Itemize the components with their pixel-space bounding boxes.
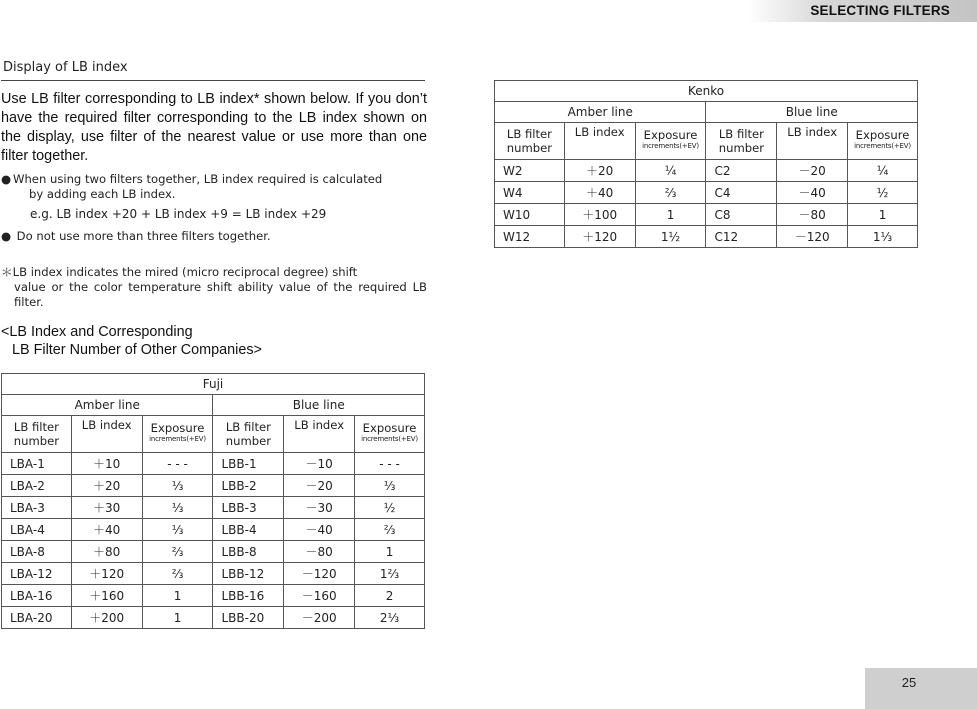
section-title: Display of LB index <box>3 60 128 75</box>
blue-line-header: Blue line <box>706 102 918 123</box>
exposure-unit: increments(+EV) <box>361 435 418 443</box>
table-cell: - - - <box>142 453 213 475</box>
subheading-line: LB Filter Number of Other Companies> <box>12 342 262 358</box>
page-number: 25 <box>901 675 917 690</box>
table-cell: LBA-16 <box>2 585 72 607</box>
table-cell: ½ <box>355 497 425 519</box>
kenko-table <box>494 80 918 248</box>
table-cell: ＋20 <box>564 160 635 182</box>
column-header: LB index <box>284 416 355 453</box>
table-row <box>2 453 425 475</box>
table-row <box>2 475 425 497</box>
table-cell: ⅓ <box>142 475 213 497</box>
table-cell: LBB-16 <box>213 585 284 607</box>
exposure-label: Exposure <box>855 128 910 142</box>
table-cell: C2 <box>706 160 777 182</box>
table-cell: －160 <box>284 585 355 607</box>
bullet-icon: ● <box>1 172 12 186</box>
table-cell: W12 <box>495 226 565 248</box>
table-cell: ＋80 <box>71 541 142 563</box>
column-header: LB filter number <box>706 123 777 160</box>
exposure-label: Exposure <box>150 421 205 435</box>
table-cell: ＋20 <box>71 475 142 497</box>
table-row <box>495 226 918 248</box>
exposure-unit: increments(+EV) <box>149 435 206 443</box>
table-cell: －80 <box>284 541 355 563</box>
column-header: LB filter number <box>2 416 72 453</box>
footnote-line: LB index indicates the mired (micro reciprocal degree) shift <box>12 265 358 279</box>
table-cell: LBA-3 <box>2 497 72 519</box>
table-cell: 1½ <box>635 226 706 248</box>
table-cell: ＋40 <box>71 519 142 541</box>
table-cell: 1⅔ <box>355 563 425 585</box>
table-cell: －200 <box>284 607 355 629</box>
brand-header: Kenko <box>495 81 918 102</box>
table-cell: LBA-4 <box>2 519 72 541</box>
table-cell: ＋10 <box>71 453 142 475</box>
table-cell: LBB-3 <box>213 497 284 519</box>
table-cell: －40 <box>284 519 355 541</box>
table-cell: －30 <box>284 497 355 519</box>
table-cell: C4 <box>706 182 777 204</box>
amber-line-header: Amber line <box>2 395 213 416</box>
table-cell: LBB-8 <box>213 541 284 563</box>
exposure-unit: increments(+EV) <box>854 142 911 150</box>
table-cell: 1 <box>142 607 213 629</box>
table-cell: W4 <box>495 182 565 204</box>
table-cell: 1 <box>635 204 706 226</box>
exposure-unit: increments(+EV) <box>642 142 699 150</box>
table-cell: ⅔ <box>142 541 213 563</box>
asterisk-marker: ＊ <box>1 265 13 279</box>
table-cell: ⅔ <box>355 519 425 541</box>
table-cell: －80 <box>777 204 848 226</box>
table-cell: ¼ <box>635 160 706 182</box>
table-row <box>495 182 918 204</box>
table-cell: 1 <box>355 541 425 563</box>
table-cell: ⅔ <box>635 182 706 204</box>
table-cell: C8 <box>706 204 777 226</box>
table-row <box>2 497 425 519</box>
table-row <box>2 607 425 629</box>
note-line: by adding each LB index. <box>29 187 176 201</box>
table-cell: LBB-2 <box>213 475 284 497</box>
table-row <box>495 160 918 182</box>
table-cell: －120 <box>777 226 848 248</box>
table-cell: ¼ <box>848 160 918 182</box>
table-row <box>2 563 425 585</box>
note-two-filters <box>1 172 427 202</box>
note-line: When using two filters together, LB index required is calculated <box>13 172 383 186</box>
table-cell: LBA-12 <box>2 563 72 585</box>
table-cell: ⅓ <box>142 519 213 541</box>
column-header <box>142 416 213 453</box>
column-header: LB index <box>564 123 635 160</box>
table-cell: W10 <box>495 204 565 226</box>
intro-paragraph: Use LB filter corresponding to LB index* shown below. If you don’t have the required filter corresponding to the LB index shown on the display, use filter of the nearest value or use more than one filter together. <box>1 91 427 164</box>
blue-line-header: Blue line <box>213 395 425 416</box>
table-cell: 2 <box>355 585 425 607</box>
table-cell: LBA-2 <box>2 475 72 497</box>
table-cell: ⅓ <box>142 497 213 519</box>
table-cell: ⅓ <box>355 475 425 497</box>
table-cell: LBA-20 <box>2 607 72 629</box>
table-cell: ＋100 <box>564 204 635 226</box>
table-row <box>2 519 425 541</box>
table-cell: ⅔ <box>142 563 213 585</box>
column-header <box>848 123 918 160</box>
table-cell: ＋30 <box>71 497 142 519</box>
table-cell: ＋120 <box>71 563 142 585</box>
table-cell: 1 <box>848 204 918 226</box>
table-cell: LBB-20 <box>213 607 284 629</box>
note-max-filters <box>1 229 427 244</box>
table-cell: －10 <box>284 453 355 475</box>
column-header: LB filter number <box>495 123 565 160</box>
footnote-line: value or the color temperature shift ability value of the required LB filter. <box>14 280 427 309</box>
table-cell: C12 <box>706 226 777 248</box>
exposure-label: Exposure <box>643 128 698 142</box>
column-header <box>635 123 706 160</box>
table-cell: 1 <box>142 585 213 607</box>
subheading <box>1 323 262 359</box>
section-divider <box>1 80 425 81</box>
brand-header: Fuji <box>2 374 425 395</box>
exposure-label: Exposure <box>362 421 417 435</box>
table-cell: LBB-4 <box>213 519 284 541</box>
table-cell: －20 <box>284 475 355 497</box>
note-line: Do not use more than three filters together. <box>13 229 271 243</box>
table-cell: －20 <box>777 160 848 182</box>
column-header <box>355 416 425 453</box>
table-cell: ½ <box>848 182 918 204</box>
table-row <box>2 585 425 607</box>
amber-line-header: Amber line <box>495 102 706 123</box>
subheading-line: <LB Index and Corresponding <box>1 324 193 340</box>
table-cell: ＋120 <box>564 226 635 248</box>
table-cell: 1⅓ <box>848 226 918 248</box>
table-cell: ＋160 <box>71 585 142 607</box>
page-number-box <box>865 668 977 709</box>
table-cell: 2⅓ <box>355 607 425 629</box>
example-calculation: e.g. LB index +20 + LB index +9 = LB index +29 <box>30 207 327 221</box>
column-header: LB index <box>71 416 142 453</box>
table-cell: ＋200 <box>71 607 142 629</box>
page-header-title: SELECTING FILTERS <box>810 3 950 18</box>
table-cell: LBB-1 <box>213 453 284 475</box>
bullet-icon: ● <box>1 229 12 243</box>
column-header: LB index <box>777 123 848 160</box>
table-cell: LBA-8 <box>2 541 72 563</box>
table-cell: LBB-12 <box>213 563 284 585</box>
fuji-table <box>1 373 425 629</box>
table-cell: －120 <box>284 563 355 585</box>
table-row <box>495 204 918 226</box>
table-row <box>2 541 425 563</box>
footnote <box>1 265 427 310</box>
column-header: LB filter number <box>213 416 284 453</box>
table-cell: LBA-1 <box>2 453 72 475</box>
table-cell: －40 <box>777 182 848 204</box>
table-cell: ＋40 <box>564 182 635 204</box>
table-cell: W2 <box>495 160 565 182</box>
table-cell: - - - <box>355 453 425 475</box>
